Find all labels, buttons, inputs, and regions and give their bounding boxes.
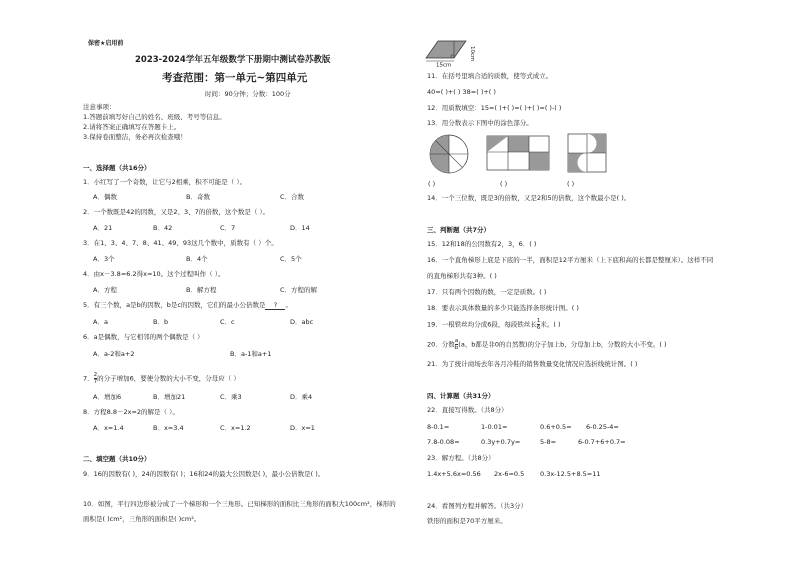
fraction-denominator: 6 bbox=[536, 325, 541, 331]
question-16-line2: 的直角梯形共有3种。( ) bbox=[427, 272, 497, 280]
option[interactable]: A．偶数 bbox=[93, 193, 117, 201]
fraction-numerator: 2 bbox=[93, 372, 98, 378]
equation-item: 0.3x-12.5+8.5=11 bbox=[540, 470, 601, 478]
calc-item: 5-8= bbox=[540, 438, 557, 446]
calc-item: 0.3y+0.7y= bbox=[481, 438, 521, 446]
question-13: 13．用分数表示下图中的涂色部分。 bbox=[427, 119, 533, 127]
section3-heading: 三、判断题（共7分） bbox=[427, 226, 491, 234]
option[interactable]: D．abc bbox=[290, 318, 314, 326]
fraction-denominator: b bbox=[454, 345, 459, 351]
question-10-line1: 10．如图，平行四边形被分成了一个梯形和一个三角形。已知梯形的面积比三角形的面积大100cm²，梯形的 bbox=[83, 500, 396, 508]
exam-title: 2023-2024学年五年级数学下册期中测试卷苏教版 bbox=[135, 55, 331, 65]
section1-heading: 一、选择题（共16分） bbox=[83, 164, 151, 172]
question-11: 11．在括号里填合适的质数，使等式成立。 bbox=[427, 72, 553, 80]
question-14: 14．一个三位数，既是3的倍数，又是2和5的倍数，这个数最小是( )。 bbox=[427, 194, 631, 202]
question-1: 1．小红写了一个奇数，让它与2相乘，积不可能是（ ）。 bbox=[83, 178, 247, 186]
calc-item: 6-0.25-4= bbox=[586, 423, 619, 431]
option[interactable]: C．乘3 bbox=[220, 393, 242, 401]
equation-item: 1.4x+5.6x=0.56 bbox=[427, 470, 481, 478]
option[interactable]: C．5个 bbox=[280, 255, 302, 263]
question-4: 4．由x－3.8=6.2得x=10。这个过程叫作（ ）。 bbox=[83, 270, 225, 278]
answer-blank[interactable]: ( ) bbox=[567, 180, 575, 188]
note-item: 2.请将答案正确填写在答题卡上。 bbox=[83, 123, 181, 131]
option[interactable]: C．x=1.2 bbox=[220, 424, 251, 432]
rectangle-fraction-figure bbox=[486, 135, 550, 171]
option[interactable]: D．乘4 bbox=[290, 393, 313, 401]
question-15: 15．12和18的公因数有2，3，6．( ) bbox=[427, 240, 537, 248]
option[interactable]: A．增加6 bbox=[93, 393, 122, 401]
fraction-numerator: a bbox=[454, 338, 459, 344]
option[interactable]: B．增加21 bbox=[153, 393, 186, 401]
note-item: 3.保持卷面整洁，务必再次检查哦！ bbox=[83, 133, 187, 141]
pinwheel-fraction-figure bbox=[567, 133, 607, 173]
question-20: 20．分数 $\frac{a}{b}$ (a、b都是非0的自然数)的分子加上b，分母加上b，分数的大小不变。( ) bbox=[427, 338, 667, 351]
question-2: 2．一个数既是42的因数，又是2、3、7的倍数，这个数是（ ）。 bbox=[83, 208, 270, 216]
figure-base-label: 15cm bbox=[436, 62, 452, 68]
figure-height-label: 10cm bbox=[469, 46, 475, 62]
option[interactable]: D．x=1 bbox=[290, 424, 315, 432]
circle-fraction-figure bbox=[428, 133, 470, 175]
option[interactable]: B．a-1和a+1 bbox=[230, 350, 272, 358]
question-16: 16．一个直角梯形上底是下底的一半，面积是12平方厘米（上下底和高的长都是整厘米）。这样不同 bbox=[427, 256, 714, 264]
exam-range: 考查范围：第一单元~第四单元 bbox=[162, 72, 308, 84]
question-23: 23．解方程。（共8分） bbox=[427, 454, 495, 462]
question-24: 24．看图列方程并解答。（共3分） bbox=[427, 502, 528, 510]
option[interactable]: B．奇数 bbox=[186, 193, 210, 201]
section4-heading: 四、计算题（共31分） bbox=[427, 392, 495, 400]
option[interactable]: C．7 bbox=[220, 224, 236, 232]
parallelogram-figure bbox=[424, 38, 480, 68]
option[interactable]: B．42 bbox=[153, 224, 173, 232]
calc-item: 7.8-0.08= bbox=[427, 438, 460, 446]
option[interactable]: C．合数 bbox=[280, 193, 305, 201]
option[interactable]: A．21 bbox=[93, 224, 113, 232]
question-24-line2: 铁形的面积是70平方厘米。 bbox=[427, 517, 507, 525]
question-3: 3．在1、3、4、7、8、41、49、93这几个数中，质数有（ ）个。 bbox=[83, 239, 278, 247]
calc-item: 0.6+0.5= bbox=[540, 423, 572, 431]
option[interactable]: C．方程的解 bbox=[280, 286, 318, 294]
question-18: 18．要表示具体数量的多少只能选择条形统计图。( ) bbox=[427, 304, 579, 312]
question-7: 7． $\frac{2}{7}$ 的分子增加6，要使分数的大小不变，分母应（ ） bbox=[83, 372, 240, 385]
fraction-denominator: 7 bbox=[93, 379, 98, 385]
option[interactable]: B．4个 bbox=[186, 255, 208, 263]
notes-heading: 注意事项： bbox=[83, 103, 116, 111]
question-12: 12．用质数填空：15=( )+( )=( )+( )=( )-( ) bbox=[427, 104, 562, 112]
option[interactable]: A．3个 bbox=[93, 255, 115, 263]
question-19: 19．一根铁丝均分成6段，每段铁丝长 $\frac{1}{6}$ 米。( ) bbox=[427, 318, 561, 331]
question-9: 9．16的因数有( )，24的因数有( )；16和24的最大公因数是( )，最小公倍数是( )。 bbox=[83, 470, 325, 478]
option[interactable]: C．c bbox=[220, 318, 235, 326]
question-5: 5．有三个数，a是b的因数，b是c的因数，它们的最小公倍数是 ? 。 bbox=[83, 301, 292, 309]
question-10-line2: 面积是( )cm²，三角形的面积是( )cm²。 bbox=[83, 515, 201, 523]
answer-blank[interactable]: ( ) bbox=[428, 180, 436, 188]
calc-item: 8-0.1= bbox=[427, 423, 450, 431]
question-6: 6．a是偶数，与它相邻的两个偶数是（ ） bbox=[83, 333, 204, 341]
confidential-label: 保密★启用前 bbox=[88, 40, 124, 47]
fraction-numerator: 1 bbox=[536, 318, 541, 324]
question-11-equations: 40=( )+( ) 38=( )+( ) bbox=[427, 88, 496, 96]
answer-blank[interactable]: ? bbox=[265, 301, 285, 310]
calc-item: 6-0.7+6+0.7= bbox=[578, 438, 626, 446]
question-17: 17．只有两个因数的数，一定是质数。( ) bbox=[427, 288, 547, 296]
option[interactable]: B．x=3.4 bbox=[153, 424, 184, 432]
option[interactable]: A．x=1.4 bbox=[93, 424, 124, 432]
calc-item: 1-0.01= bbox=[481, 423, 508, 431]
option[interactable]: B．解方程 bbox=[186, 286, 217, 294]
exam-time: 时间：90分钟；分数：100分 bbox=[205, 90, 291, 98]
question-22: 22．直接写得数。（共8分） bbox=[427, 406, 508, 414]
equation-item: 2x-6=0.5 bbox=[494, 470, 525, 478]
option[interactable]: B．b bbox=[153, 318, 169, 326]
option[interactable]: A．方程 bbox=[93, 286, 117, 294]
question-21: 21．为了统计商场去年各月冷鞋的销售数量变化情况应选折线统计图。( ) bbox=[427, 360, 638, 368]
question-8: 8．方程8.8－2x=2的解是（ ）。 bbox=[83, 408, 179, 416]
option[interactable]: D．14 bbox=[290, 224, 310, 232]
section2-heading: 二、填空题（共10分） bbox=[83, 455, 151, 463]
option[interactable]: A．a bbox=[93, 318, 108, 326]
option[interactable]: A．a-2和a+2 bbox=[93, 350, 135, 358]
answer-blank[interactable]: ( ) bbox=[500, 180, 508, 188]
note-item: 1.答题前填写好自己的姓名、班级、考号等信息。 bbox=[83, 113, 226, 121]
